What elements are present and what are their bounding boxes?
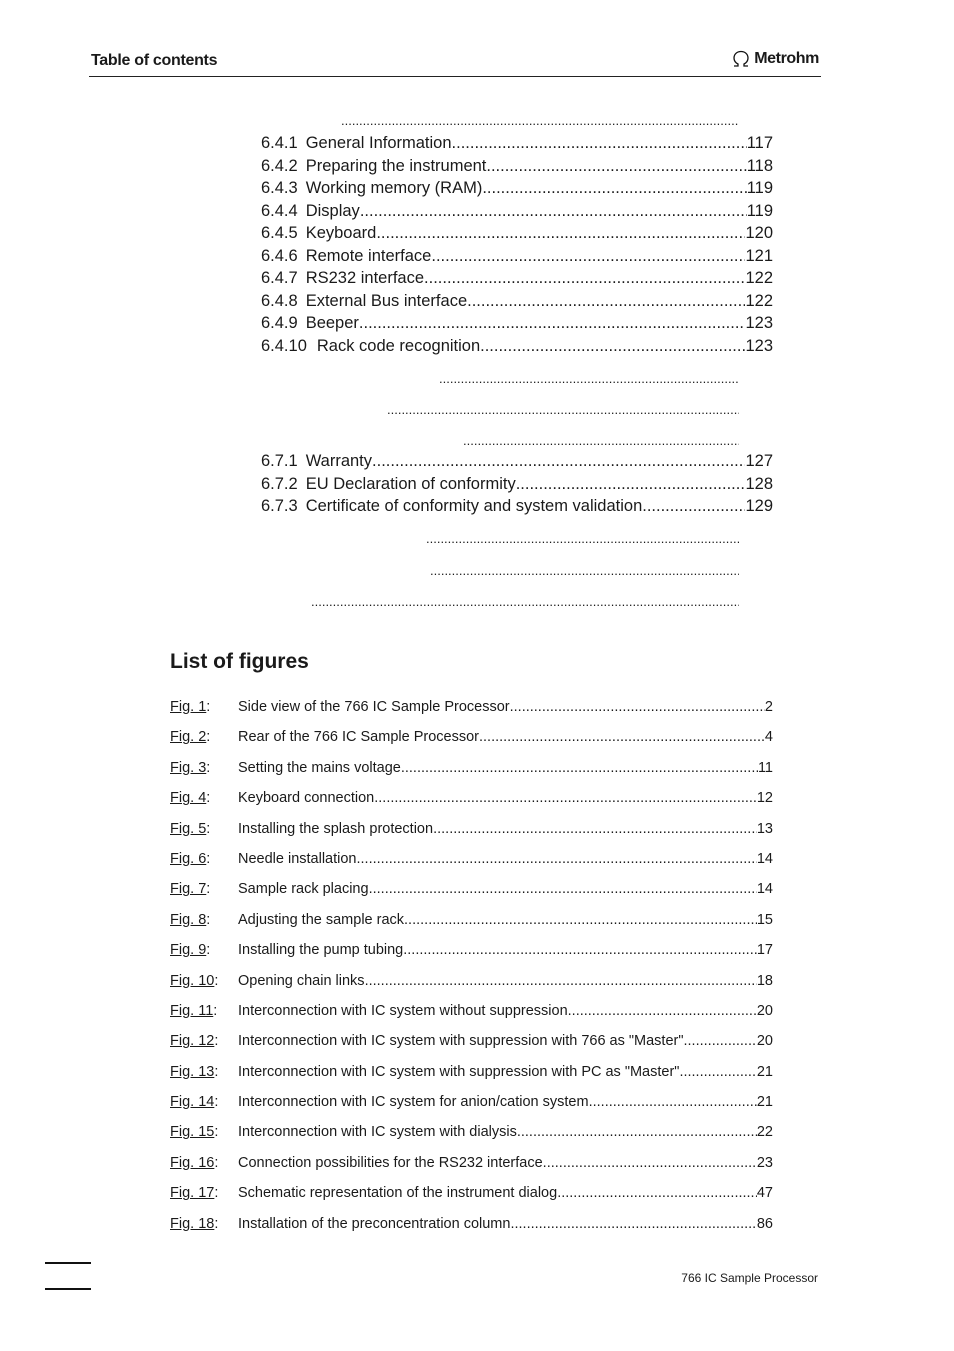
toc-entry-number: 6.7.2 <box>261 474 298 493</box>
figure-ref-colon: : <box>206 850 211 867</box>
figure-ref <box>170 1001 217 1021</box>
toc-entry[interactable] <box>261 290 773 313</box>
figure-ref <box>170 819 210 839</box>
omega-icon <box>731 50 751 68</box>
figure-leader-dots <box>369 879 757 899</box>
toc-entry-number: 6.4.10 <box>261 336 307 355</box>
figure-caption: Opening chain links <box>238 972 365 989</box>
figure-caption: Schematic representation of the instrument dialog <box>238 1185 558 1202</box>
toc-entry-number: 6.4.8 <box>261 291 298 310</box>
figure-list-item <box>170 849 773 879</box>
figure-page: 21 <box>756 1094 773 1111</box>
figure-ref <box>170 879 210 899</box>
figure-link[interactable]: Fig. 3 <box>170 759 207 776</box>
figure-caption: Interconnection with IC system without suppression <box>238 1002 568 1019</box>
figure-link[interactable]: Fig. 4 <box>170 790 207 807</box>
toc-entry[interactable] <box>261 495 773 518</box>
figure-ref-colon: : <box>214 1033 219 1050</box>
footer-bar-top <box>45 1262 91 1264</box>
figure-link[interactable]: Fig. 18 <box>170 1215 215 1232</box>
figure-page: 14 <box>756 850 773 867</box>
figure-ref-colon: : <box>206 759 211 776</box>
toc-entry-title: Remote interface <box>305 246 432 265</box>
figure-leader-dots <box>401 758 758 778</box>
toc-entry-number: 6.7.3 <box>261 497 298 515</box>
toc-entry-page: 129 <box>745 497 773 515</box>
figure-ref <box>170 788 210 808</box>
toc-leader-dots <box>431 245 745 268</box>
figure-leader-dots <box>543 1153 757 1173</box>
figure-page: 12 <box>756 790 773 807</box>
figure-list-item <box>170 1031 773 1061</box>
figure-leader-dots <box>510 697 765 717</box>
figure-page: 47 <box>756 1185 773 1202</box>
toc-entry-number: 6.4.3 <box>261 179 298 197</box>
toc-entry-title: Working memory (RAM) <box>305 179 483 197</box>
figure-ref-colon: : <box>206 881 211 898</box>
toc-entry-title: Keyboard <box>305 224 377 242</box>
figure-list-item <box>170 910 773 940</box>
header-title: Table of contents <box>91 52 218 69</box>
figure-page: 86 <box>756 1215 773 1232</box>
figure-ref-colon: : <box>214 1094 219 1111</box>
toc-entry[interactable] <box>261 450 773 473</box>
toc-entry-page: 122 <box>745 269 773 287</box>
toc-entry-title: Display <box>305 201 360 220</box>
figure-caption: Installation of the preconcentration column <box>238 1215 511 1232</box>
figure-leader-dots <box>589 1092 757 1112</box>
toc-entry-title: Rack code recognition <box>316 336 481 355</box>
figure-ref <box>170 1062 218 1082</box>
toc-entry-title: Warranty <box>305 452 373 470</box>
figure-list-item <box>170 1153 773 1183</box>
figure-list-item <box>170 788 773 818</box>
figure-leader-dots <box>517 1122 757 1142</box>
figure-ref <box>170 697 210 717</box>
figure-ref <box>170 1214 218 1234</box>
figure-ref-colon: : <box>214 1063 219 1080</box>
toc-leader-dots <box>426 532 739 546</box>
figure-link[interactable]: Fig. 9 <box>170 942 207 959</box>
figure-ref <box>170 940 210 960</box>
figure-list-item <box>170 1214 773 1244</box>
toc-entry-title: Preparing the instrument <box>305 156 487 175</box>
toc-entry-page: 123 <box>745 314 773 332</box>
figure-caption: Sample rack placing <box>238 881 369 898</box>
toc-leader-dots <box>430 564 739 578</box>
figure-ref-colon: : <box>206 699 211 715</box>
figure-ref <box>170 1183 218 1203</box>
toc-entry-page: 120 <box>745 224 773 242</box>
toc-entry-page: 119 <box>746 201 773 220</box>
figure-list-item <box>170 1001 773 1031</box>
toc-entry-page: 119 <box>746 179 773 197</box>
toc-entry-page: 118 <box>746 156 773 175</box>
figure-ref <box>170 849 210 869</box>
footer-product-name: 766 IC Sample Processor <box>681 1271 818 1285</box>
figure-leader-dots <box>684 1031 757 1051</box>
figure-link[interactable]: Fig. 10 <box>170 972 215 989</box>
toc-leader-dots <box>424 267 745 290</box>
figure-link[interactable]: Fig. 14 <box>170 1094 215 1111</box>
figure-caption: Installing the pump tubing <box>238 942 404 959</box>
figure-ref <box>170 910 210 930</box>
figure-page: 18 <box>756 972 773 989</box>
toc-entry-page: 117 <box>746 134 773 152</box>
figure-link[interactable]: Fig. 8 <box>170 911 207 928</box>
figure-ref-colon: : <box>214 1215 219 1232</box>
toc-entry[interactable] <box>261 473 773 496</box>
footer-rule <box>45 1262 91 1314</box>
figure-link[interactable]: Fig. 13 <box>170 1063 215 1080</box>
metrohm-logo <box>731 50 819 68</box>
toc-entry[interactable] <box>261 312 773 335</box>
toc-entry-number: 6.4.5 <box>261 224 298 242</box>
toc-entry-number: 6.4.6 <box>261 246 298 265</box>
figure-caption: Interconnection with IC system for anion/cation system <box>238 1094 589 1111</box>
figure-list-item <box>170 1122 773 1152</box>
figure-leader-dots <box>568 1001 757 1021</box>
figure-leader-dots <box>403 940 757 960</box>
figure-page: 14 <box>756 881 773 898</box>
toc-entry-page: 121 <box>745 246 773 265</box>
footer-bar-bottom <box>45 1288 91 1290</box>
figure-ref-colon: : <box>206 790 211 807</box>
figure-ref <box>170 1031 218 1051</box>
toc-entry[interactable] <box>261 267 773 290</box>
figure-link[interactable]: Fig. 15 <box>170 1124 215 1141</box>
toc-entry-title: Beeper <box>305 314 359 332</box>
figure-ref <box>170 1122 218 1142</box>
table-of-contents <box>261 110 773 518</box>
figure-caption: Needle installation <box>238 850 357 867</box>
figure-ref <box>170 758 210 778</box>
page-header <box>89 50 821 77</box>
brand-name: Metrohm <box>754 50 819 67</box>
toc-leader-dots <box>486 155 746 178</box>
figure-ref-colon: : <box>214 1124 219 1141</box>
toc-entry-title: External Bus interface <box>305 291 468 310</box>
list-of-figures-heading: List of figures <box>170 650 309 673</box>
figure-leader-dots <box>357 849 757 869</box>
toc-leader-dots <box>480 335 745 358</box>
toc-leader-dots <box>642 495 745 518</box>
figure-caption: Installing the splash protection <box>238 820 434 837</box>
figure-caption: Interconnection with IC system with dialysis <box>238 1124 517 1141</box>
figure-link[interactable]: Fig. 11 <box>170 1002 214 1019</box>
toc-entry-number: 6.4.9 <box>261 314 298 332</box>
toc-entry[interactable] <box>261 132 773 155</box>
toc-entry[interactable] <box>261 177 773 200</box>
figure-caption: Keyboard connection <box>238 790 375 807</box>
figure-list-item <box>170 1183 773 1213</box>
toc-leader-dots <box>452 132 747 155</box>
figure-page: 22 <box>756 1124 773 1141</box>
figure-leader-dots <box>433 819 757 839</box>
toc-entry[interactable] <box>261 245 773 268</box>
figure-list-item <box>170 940 773 970</box>
figure-list-item <box>170 819 773 849</box>
toc-leader-dots <box>482 177 746 200</box>
toc-leader-dots <box>372 450 745 473</box>
figure-list-item <box>170 758 773 788</box>
figure-link[interactable]: Fig. 17 <box>170 1185 215 1202</box>
figure-caption: Adjusting the sample rack <box>238 911 405 928</box>
figure-link[interactable]: Fig. 16 <box>170 1154 215 1171</box>
figure-link[interactable]: Fig. 6 <box>170 850 207 867</box>
toc-entry[interactable] <box>261 222 773 245</box>
figure-page: 20 <box>756 1002 773 1019</box>
toc-entry[interactable] <box>261 155 773 178</box>
figure-leader-dots <box>557 1183 757 1203</box>
toc-entry-page: 123 <box>745 336 773 355</box>
figure-page: 4 <box>764 729 773 746</box>
figure-caption: Setting the mains voltage <box>238 759 401 776</box>
toc-entry-title: General Information <box>305 134 452 152</box>
figure-page: 23 <box>756 1154 773 1171</box>
figure-link[interactable]: Fig. 5 <box>170 820 207 837</box>
toc-leader-dots <box>439 372 739 386</box>
toc-entry-number: 6.7.1 <box>261 452 298 470</box>
figure-page: 11 <box>757 759 773 776</box>
figure-caption: Interconnection with IC system with suppression with PC as "Master" <box>238 1063 680 1080</box>
toc-entry-number: 6.4.7 <box>261 269 298 287</box>
figure-link[interactable]: Fig. 7 <box>170 881 207 898</box>
toc-entry-page: 127 <box>745 452 773 470</box>
list-of-figures <box>170 697 773 1244</box>
figure-ref <box>170 727 210 747</box>
figure-leader-dots <box>479 727 765 747</box>
figure-ref <box>170 971 218 991</box>
figure-caption: Interconnection with IC system with suppression with 766 as "Master" <box>238 1033 684 1050</box>
figure-leader-dots <box>510 1214 756 1234</box>
toc-leader-dots <box>311 595 739 609</box>
toc-entry-number: 6.4.1 <box>261 134 298 152</box>
figure-page: 21 <box>756 1063 773 1080</box>
toc-entry-number: 6.4.2 <box>261 156 298 175</box>
figure-leader-dots <box>374 788 757 808</box>
figure-leader-dots <box>679 1062 756 1082</box>
figure-page: 13 <box>756 820 773 837</box>
figure-ref-colon: : <box>214 1154 219 1171</box>
figure-list-item <box>170 971 773 1001</box>
toc-entry[interactable] <box>261 200 773 223</box>
toc-leader-dots <box>467 290 745 313</box>
figure-ref-colon: : <box>213 1002 218 1019</box>
toc-leader-dots <box>360 200 747 223</box>
figure-ref-colon: : <box>214 972 219 989</box>
figure-ref-colon: : <box>214 1185 219 1202</box>
toc-leader-dots <box>376 222 745 245</box>
toc-leader-dots <box>387 403 739 417</box>
toc-entry-title: RS232 interface <box>305 269 425 287</box>
figure-caption: Rear of the 766 IC Sample Processor <box>238 729 479 746</box>
figure-leader-dots <box>365 971 757 991</box>
figure-leader-dots <box>404 910 757 930</box>
figure-caption: Side view of the 766 IC Sample Processor <box>238 699 510 715</box>
figure-page: 2 <box>764 699 773 715</box>
figure-ref <box>170 1092 218 1112</box>
figure-list-item <box>170 1062 773 1092</box>
figure-ref-colon: : <box>206 820 211 837</box>
figure-page: 15 <box>756 911 773 928</box>
figure-list-item <box>170 727 773 757</box>
toc-leader-dots <box>341 114 739 128</box>
figure-ref <box>170 1153 218 1173</box>
toc-leader-dots <box>463 434 739 448</box>
figure-ref-colon: : <box>206 729 211 746</box>
figure-ref-colon: : <box>206 942 211 959</box>
toc-entry-number: 6.4.4 <box>261 201 298 220</box>
figure-link[interactable]: Fig. 12 <box>170 1033 215 1050</box>
figure-list-item <box>170 697 773 727</box>
figure-list-item <box>170 1092 773 1122</box>
toc-entry-title: Certificate of conformity and system validation <box>305 497 643 515</box>
toc-leader-dots <box>359 312 746 335</box>
toc-entry-page: 122 <box>745 291 773 310</box>
figure-ref-colon: : <box>206 911 211 928</box>
toc-leader-dots <box>516 473 746 496</box>
toc-entry-page: 128 <box>745 474 773 493</box>
toc-entry[interactable] <box>261 335 773 358</box>
figure-page: 17 <box>756 942 773 959</box>
figure-link[interactable]: Fig. 2 <box>170 729 207 746</box>
figure-page: 20 <box>756 1033 773 1050</box>
figure-list-item <box>170 879 773 909</box>
figure-caption: Connection possibilities for the RS232 interface <box>238 1154 543 1171</box>
figure-link[interactable]: Fig. 1 <box>170 699 207 715</box>
toc-entry-title: EU Declaration of conformity <box>305 474 516 493</box>
